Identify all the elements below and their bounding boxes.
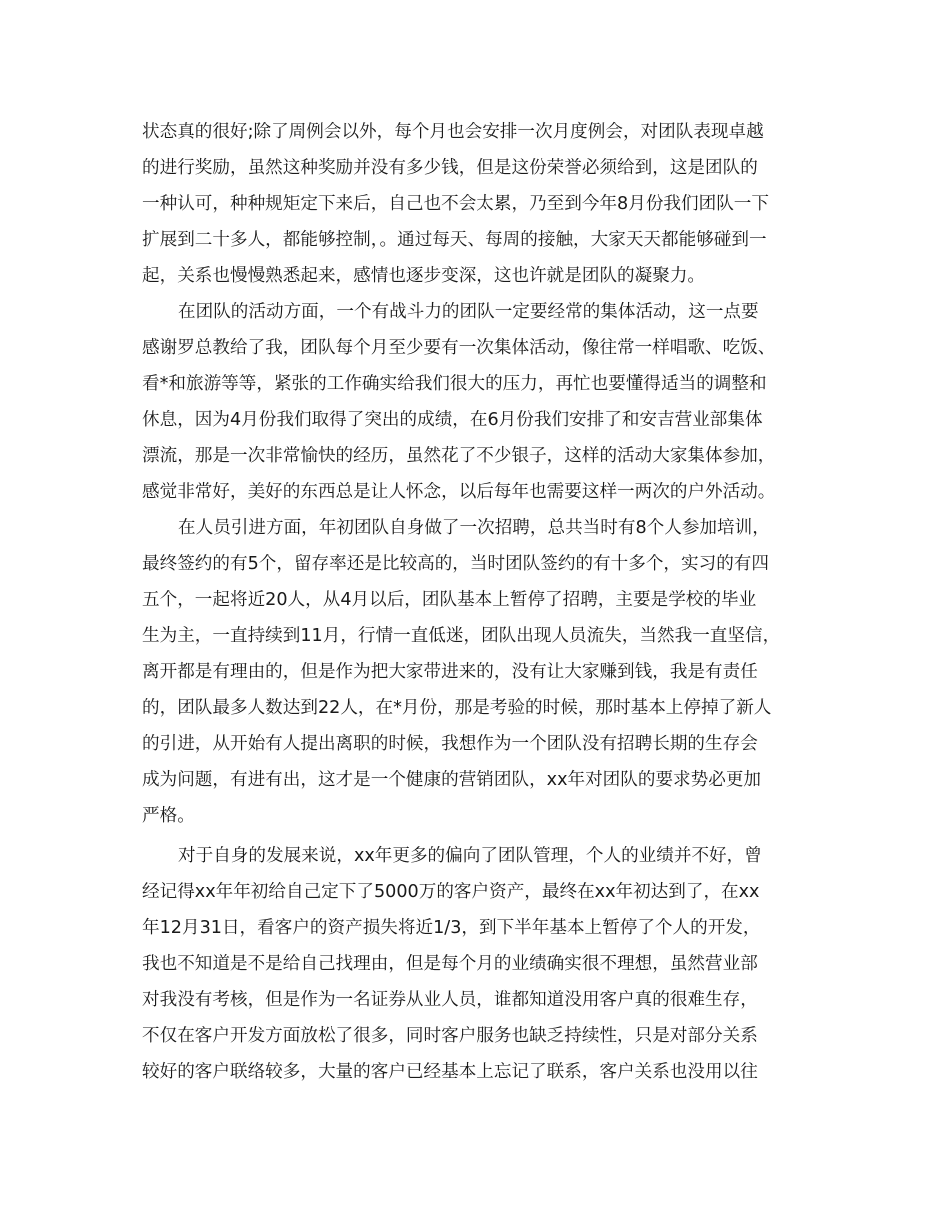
text-line: 成为问题，有进有出，这才是一个健康的营销团队，xx年对团队的要求势必更加 [142, 770, 762, 790]
text-line: 休息，因为4月份我们取得了突出的成绩，在6月份我们安排了和安吉营业部集体 [142, 410, 763, 430]
text-line: 最终签约的有5个，留存率还是比较高的，当时团队签约的有十多个，实习的有四 [142, 554, 769, 574]
text-line: 年12月31日，看客户的资产损失将近1/3，到下半年基本上暂停了个人的开发， [142, 918, 761, 938]
text-line: 较好的客户联络较多，大量的客户已经基本上忘记了联系，客户关系也没用以往 [142, 1062, 758, 1082]
text-line: 一种认可，种种规矩定下来后，自己也不会太累，乃至到今年8月份我们团队一下 [142, 194, 769, 214]
text-line: 感觉非常好，美好的东西总是让人怀念，以后每年也需要这样一两次的户外活动。 [142, 482, 776, 502]
text-line: 看*和旅游等等，紧张的工作确实给我们很大的压力，再忙也要懂得适当的调整和 [142, 374, 767, 394]
text-line: 我也不知道是不是给自己找理由，但是每个月的业绩确实很不理想，虽然营业部 [142, 954, 758, 974]
text-line: 经记得xx年年初给自己定下了5000万的客户资产，最终在xx年初达到了，在xx [142, 882, 760, 902]
text-line: 对我没有考核，但是作为一名证券从业人员，谁都知道没用客户真的很难生存， [142, 990, 758, 1010]
text-line: 漂流，那是一次非常愉快的经历，虽然花了不少银子，这样的活动大家集体参加， [142, 446, 776, 466]
text-line: 感谢罗总教给了我，团队每个月至少要有一次集体活动，像往常一样唱歌、吃饭、 [142, 338, 776, 358]
text-line: 状态真的很好;除了周例会以外，每个月也会安排一次月度例会，对团队表现卓越 [142, 122, 764, 142]
paragraph-first-line: 对于自身的发展来说，xx年更多的偏向了团队管理，个人的业绩并不好，曾 [178, 846, 762, 866]
text-line: 离开都是有理由的，但是作为把大家带进来的，没有让大家赚到钱，我是有责任 [142, 662, 758, 682]
text-line: 的进行奖励，虽然这种奖励并没有多少钱，但是这份荣誉必须给到，这是团队的 [142, 158, 758, 178]
text-line: 的引进，从开始有人提出离职的时候，我想作为一个团队没有招聘长期的生存会 [142, 734, 758, 754]
text-line: 不仅在客户开发方面放松了很多，同时客户服务也缺乏持续性，只是对部分关系 [142, 1026, 758, 1046]
paragraph-first-line: 在团队的活动方面，一个有战斗力的团队一定要经常的集体活动，这一点要 [178, 302, 759, 322]
text-line: 的，团队最多人数达到22人，在*月份，那是考验的时候，那时基本上停掉了新人 [142, 698, 772, 718]
text-line: 扩展到二十多人，都能够控制，。通过每天、每周的接触，大家天天都能够碰到一 [142, 230, 767, 250]
text-line: 起，关系也慢慢熟悉起来，感情也逐步变深，这也许就是团队的凝聚力。 [142, 266, 706, 286]
paragraph-first-line: 在人员引进方面，年初团队自身做了一次招聘，总共当时有8个人参加培训， [178, 518, 770, 538]
text-line: 生为主，一直持续到11月，行情一直低迷，团队出现人员流失，当然我一直坚信， [142, 626, 781, 646]
text-line: 严格。 [142, 806, 195, 826]
text-line: 五个，一起将近20人，从4月以后，团队基本上暂停了招聘，主要是学校的毕业 [142, 590, 757, 610]
